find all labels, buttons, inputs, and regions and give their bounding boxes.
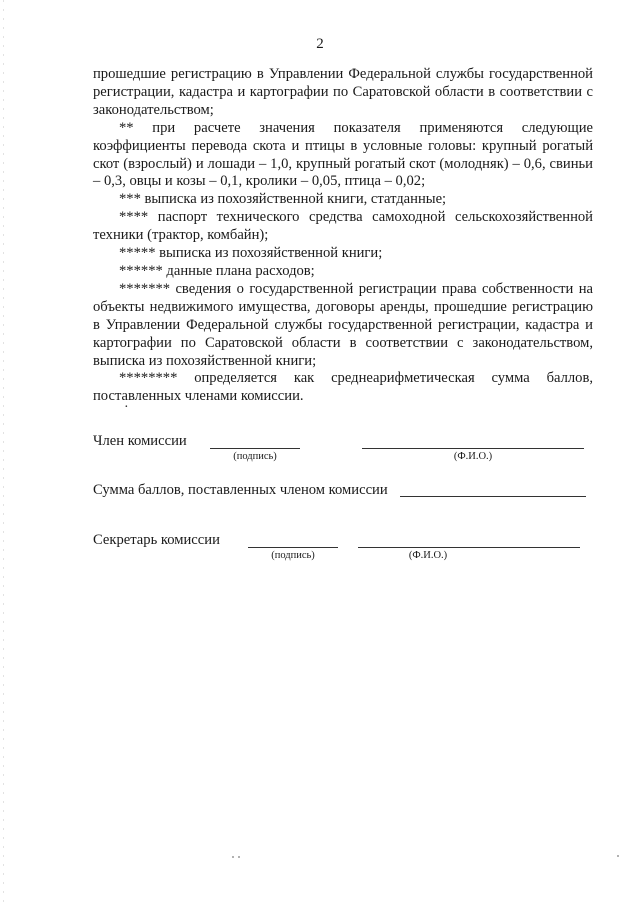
secretary-name-caption: (Ф.И.О.) xyxy=(408,550,448,561)
scan-speck xyxy=(232,856,234,858)
scan-edge-artifact xyxy=(3,0,4,905)
page-number: 2 xyxy=(316,36,324,52)
member-label: Член комиссии xyxy=(93,433,187,449)
secretary-signature-caption: (подпись) xyxy=(271,550,315,561)
member-signature-line xyxy=(210,448,300,449)
footnote-6: ****** данные плана расходов; xyxy=(119,262,315,279)
member-name-caption: (Ф.И.О.) xyxy=(453,451,493,462)
secretary-name-line xyxy=(358,547,580,548)
score-label: Сумма баллов, поставленных членом комиссии xyxy=(93,482,388,498)
score-line xyxy=(400,496,586,497)
footnote-5: ***** выписка из похозяйственной книги; xyxy=(119,245,383,262)
footnote-3: *** выписка из похозяйственной книги, статданные; xyxy=(119,191,447,208)
scan-speck xyxy=(238,856,240,858)
scan-speck xyxy=(617,855,619,857)
stray-mark: · xyxy=(124,400,129,415)
footnote-4: **** паспорт технического средства самоходной сельскохозяйственной техники (трактор, комбайн); xyxy=(93,209,593,244)
member-name-line xyxy=(362,448,584,449)
member-signature-caption: (подпись) xyxy=(233,451,277,462)
secretary-signature-line xyxy=(248,547,338,548)
secretary-label: Секретарь комиссии xyxy=(93,532,220,548)
footnote-8: ******** определяется как среднеарифметическая сумма баллов, поставленных членами комиссии. xyxy=(93,370,593,405)
footnote-2: ** при расчете значения показателя применяются следующие коэффициенты перевода скота и птицы в условные головы: крупный рогатый скот (взрослый) и лошади – 1,0, крупный рогатый скот (молодняк) – 0,6, свиньи – 0,3, овцы и козы – 0,1, кролики – 0,05, птица – 0,02; xyxy=(93,119,593,190)
footnotes-block xyxy=(93,66,593,406)
footnote-7: ******* сведения о государственной регистрации права собственности на объекты недвижимого имущества, договоры аренды, прошедшие регистрацию в Управлении Федеральной службы государственной регистрации, кадастра и картографии по Саратовской области в соответствии с законодательством, выписка из похозяйственной книги; xyxy=(93,280,593,369)
footnote-continuation: прошедшие регистрацию в Управлении Федеральной службы государственной регистрации, кадастра и картографии по Саратовской области в соответствии с законодательством; xyxy=(93,66,593,118)
